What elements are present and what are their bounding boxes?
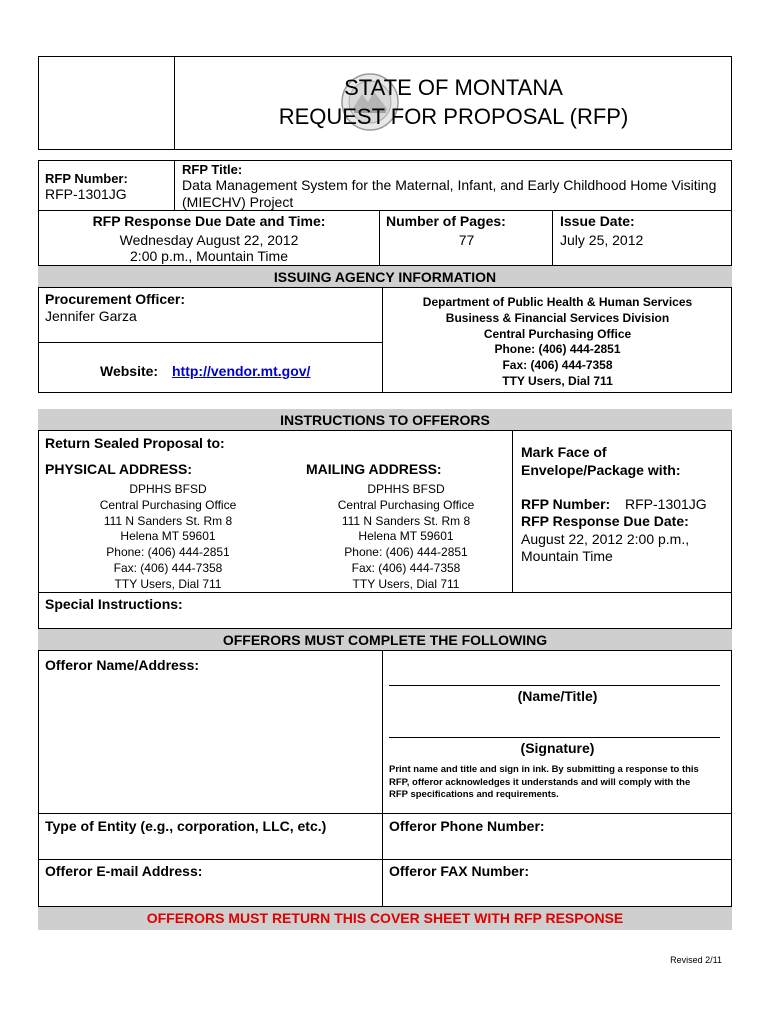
mark-due-label: RFP Response Due Date: <box>521 513 689 529</box>
header-logo-cell <box>38 56 175 150</box>
offeror-name-address-cell <box>38 651 383 814</box>
due-date: Wednesday August 22, 2012 <box>119 232 299 248</box>
physical-address-line: DPHHS BFSD <box>129 482 207 496</box>
agency-dept-line: Fax: (406) 444-7358 <box>502 358 613 373</box>
offeror-name-address-label: Offeror Name/Address: <box>45 657 200 673</box>
mailing-address-line: Phone: (406) 444-2851 <box>344 545 468 560</box>
certify-text: Print name and title and sign in ink. By submitting a response to this RFP, offeror acknowledges it understands and will comply with the RFP specifications and requirements. <box>389 764 699 800</box>
website-label: Website: <box>100 363 159 379</box>
mailing-address-line: 111 N Sanders St. Rm 8 <box>341 513 471 528</box>
rfp-title-label: RFP Title: <box>182 162 243 177</box>
mailing-address-line: DPHHS BFSD <box>367 482 445 496</box>
due-time: 2:00 p.m., Mountain Time <box>130 248 288 264</box>
mailing-address-line: Fax: (406) 444-7358 <box>351 560 461 575</box>
mailing-address-label: MAILING ADDRESS: <box>306 461 442 477</box>
physical-address-line: Helena MT 59601 <box>120 529 216 544</box>
header-state-title: STATE OF MONTANA <box>344 75 563 100</box>
mailing-address-line: TTY Users, Dial 711 <box>352 576 460 591</box>
mark-rfp-label: RFP Number: <box>521 496 611 512</box>
agency-section-header: ISSUING AGENCY INFORMATION <box>38 266 732 288</box>
mailing-address-line: Helena MT 59601 <box>358 529 454 544</box>
header-doc-type: REQUEST FOR PROPOSAL (RFP) <box>278 104 629 129</box>
mailing-address-line: Central Purchasing Office <box>337 497 475 512</box>
signature-label: (Signature) <box>520 740 595 756</box>
name-title-label: (Name/Title) <box>517 688 598 704</box>
agency-dept-line: Central Purchasing Office <box>483 326 632 341</box>
email-label: Offeror E-mail Address: <box>45 863 203 879</box>
mark-face-line2: Envelope/Package with: <box>521 462 681 478</box>
rfp-number-label: RFP Number: <box>45 171 128 186</box>
mark-face-line1: Mark Face of <box>521 444 607 460</box>
officer-name: Jennifer Garza <box>45 308 137 324</box>
physical-address-line: Central Purchasing Office <box>99 497 237 512</box>
rfp-title-value: Data Management System for the Maternal, Infant, and Early Childhood Home Visiting (MIECHV) Project <box>182 177 717 210</box>
mailing-address-block <box>306 482 506 593</box>
offeror-section-header: OFFERORS MUST COMPLETE THE FOLLOWING <box>38 629 732 651</box>
agency-dept-line: Phone: (406) 444-2851 <box>494 342 621 357</box>
agency-dept-line: Department of Public Health & Human Services <box>422 295 693 309</box>
due-label: RFP Response Due Date and Time: <box>92 213 326 229</box>
state-seal-icon <box>340 58 400 148</box>
physical-address-line: 111 N Sanders St. Rm 8 <box>103 513 233 528</box>
agency-dept-block <box>383 295 732 390</box>
mark-due-line1: August 22, 2012 2:00 p.m., <box>521 531 690 547</box>
entity-label: Type of Entity (e.g., corporation, LLC, etc.) <box>45 818 327 834</box>
physical-address-line: Phone: (406) 444-2851 <box>106 545 230 560</box>
return-cover-banner: OFFERORS MUST RETURN THIS COVER SHEET WITH RFP RESPONSE <box>38 907 732 930</box>
agency-dept-line: Business & Financial Services Division <box>445 310 670 325</box>
officer-label: Procurement Officer: <box>45 291 186 307</box>
mark-due-line2: Mountain Time <box>521 548 613 564</box>
name-title-line[interactable] <box>389 685 720 686</box>
physical-address-block <box>68 482 268 593</box>
issue-value: July 25, 2012 <box>560 232 644 248</box>
physical-address-label: PHYSICAL ADDRESS: <box>45 461 193 477</box>
signature-line[interactable] <box>389 737 720 738</box>
physical-address-line: TTY Users, Dial 711 <box>114 576 222 591</box>
revised-note: Revised 2/11 <box>670 955 722 965</box>
fax-label: Offeror FAX Number: <box>389 863 530 879</box>
special-instructions-label: Special Instructions: <box>45 596 183 612</box>
physical-address-line: Fax: (406) 444-7358 <box>113 560 223 575</box>
mark-rfp-value: RFP-1301JG <box>625 496 707 512</box>
pages-value: 77 <box>458 232 475 248</box>
website-link[interactable]: http://vendor.mt.gov/ <box>172 363 311 379</box>
pages-label: Number of Pages: <box>386 213 506 229</box>
agency-dept-line: TTY Users, Dial 711 <box>502 373 613 388</box>
return-label: Return Sealed Proposal to: <box>45 435 225 451</box>
issue-label: Issue Date: <box>560 213 635 229</box>
phone-label: Offeror Phone Number: <box>389 818 545 834</box>
rfp-number-value: RFP-1301JG <box>45 186 127 202</box>
instructions-section-header: INSTRUCTIONS TO OFFERORS <box>38 409 732 431</box>
